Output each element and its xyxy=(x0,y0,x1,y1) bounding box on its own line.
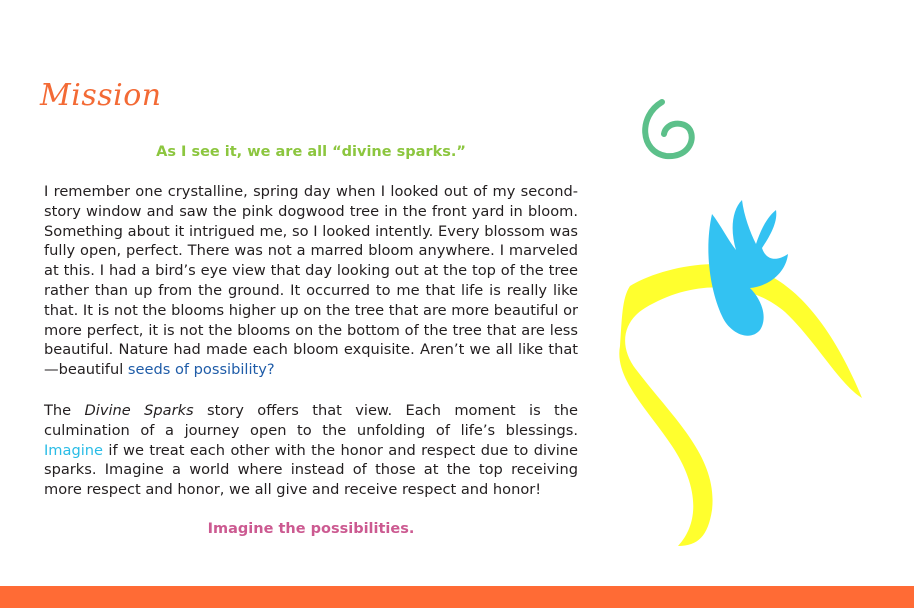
paragraph-dogwood-text: I remember one crystalline, spring day when I looked out of my second-story window and saw the pink dogwood tree in the front yard in bloom. Something about it intrigued me, so I looked intently. Every blossom was fully open, perfect. There was not a marred bloom anywhere. I marveled at this. I had a bird’s eye view that day looking out at the top of the tree rather than up from the ground. It occurred to me that life is really like that. It is not the blooms higher up on the tree that are more beautiful or more perfect, it is not the blooms on the bottom of the tree that are less beautiful. Nature had made each bloom exquisite. Aren’t we all like that—beautiful xyxy=(44,183,578,379)
decorative-artwork xyxy=(600,90,900,560)
paragraph-prefix: The xyxy=(44,402,85,419)
mission-subtitle: As I see it, we are all “divine sparks.” xyxy=(156,144,466,160)
closing-line: Imagine the possibilities. xyxy=(207,521,415,537)
imagine-link[interactable]: Imagine xyxy=(44,441,104,459)
blue-flame-icon xyxy=(708,200,788,336)
bottom-bar xyxy=(0,586,914,608)
divine-sparks-title: Divine Sparks xyxy=(84,402,194,419)
paragraph-suffix: if we treat each other with the honor and respect due to divine sparks. Imagine a world where instead of those at the top receiving more respect and honor, we all give and receive respect and honor! xyxy=(44,441,578,499)
paragraph-middle: story offers that view. Each moment is the culmination of a journey open to the unfolding of life’s blessings. xyxy=(44,402,579,439)
green-swirl-icon xyxy=(645,102,692,156)
paragraph-dogwood xyxy=(44,182,578,380)
seeds-of-possibility-link[interactable]: seeds of possibility? xyxy=(127,361,275,379)
paragraph-divine-sparks xyxy=(44,401,578,500)
page-heading: Mission xyxy=(40,78,162,113)
